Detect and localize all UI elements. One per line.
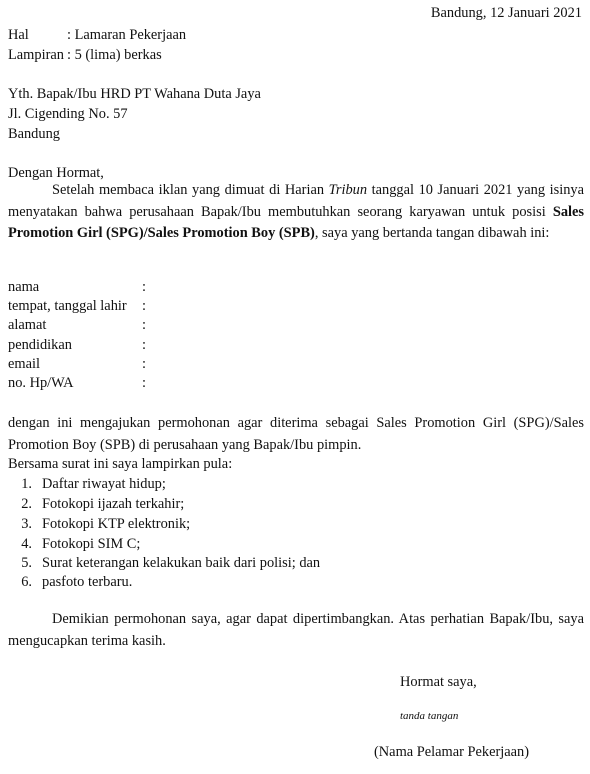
field-row <box>8 375 146 392</box>
signature-salutation: Hormat saya, <box>400 674 477 690</box>
field-colon: : <box>142 298 146 314</box>
recipient-name: Yth. Bapak/Ibu HRD PT Wahana Duta Jaya <box>8 86 261 102</box>
greeting: Dengan Hormat, <box>8 165 104 181</box>
field-label: tempat, tanggal lahir <box>8 298 127 314</box>
field-label: nama <box>8 279 40 295</box>
intro-position: Sales Promotion Girl (SPG)/Sales Promotion Boy (SPB) <box>8 203 584 241</box>
list-number: 4. <box>21 536 32 552</box>
list-number: 2. <box>21 496 32 512</box>
field-colon: : <box>142 279 146 295</box>
list-item <box>8 536 140 553</box>
signature-placeholder: tanda tangan <box>400 710 459 722</box>
list-item <box>8 574 132 591</box>
list-text: Fotokopi SIM C; <box>42 536 141 552</box>
field-colon: : <box>142 375 146 391</box>
list-text: pasfoto terbaru. <box>42 574 133 590</box>
list-number: 3. <box>21 516 32 532</box>
recipient-city: Bandung <box>8 126 60 142</box>
intro-media: Tribun <box>328 182 368 198</box>
field-colon: : <box>142 356 146 372</box>
closing-paragraph <box>8 609 584 652</box>
field-label: no. Hp/WA <box>8 375 74 391</box>
list-item <box>8 496 184 513</box>
list-text: Fotokopi KTP elektronik; <box>42 516 191 532</box>
field-colon: : <box>142 337 146 353</box>
list-text: Surat keterangan kelakukan baik dari polisi; dan <box>42 555 321 571</box>
field-label: email <box>8 356 40 372</box>
recipient-address: Jl. Cigending No. 57 <box>8 106 128 122</box>
intro-text-a: Setelah membaca iklan yang dimuat di Harian <box>52 182 329 198</box>
intro-text-c: , saya yang bertanda tangan dibawah ini: <box>314 225 550 241</box>
field-row <box>8 356 146 373</box>
subject-value: : Lamaran Pekerjaan <box>67 27 187 43</box>
attachment-label: Lampiran <box>8 47 64 63</box>
subject-line <box>8 27 186 44</box>
intro-paragraph <box>8 180 584 245</box>
list-item <box>8 555 320 572</box>
closing-text: Demikian permohonan saya, agar dapat dipertimbangkan. Atas perhatian Bapak/Ibu, saya mengucapkan terima kasih. <box>8 611 584 649</box>
list-number: 5. <box>21 555 32 571</box>
list-number: 1. <box>21 476 32 492</box>
field-label: pendidikan <box>8 337 72 353</box>
list-text: Fotokopi ijazah terkahir; <box>42 496 185 512</box>
field-label: alamat <box>8 317 47 333</box>
field-colon: : <box>142 317 146 333</box>
attachment-line <box>8 47 162 64</box>
request-paragraph: dengan ini mengajukan permohonan agar diterima sebagai Sales Promotion Girl (SPG)/Sales Promotion Boy (SPB) di perusahaan yang Bapak/Ibu pimpin. <box>8 415 584 453</box>
attachment-intro: Bersama surat ini saya lampirkan pula: <box>8 456 233 472</box>
field-row <box>8 317 146 334</box>
list-text: Daftar riwayat hidup; <box>42 476 166 492</box>
list-item <box>8 516 190 533</box>
list-number: 6. <box>21 574 32 590</box>
letter-date: Bandung, 12 Januari 2021 <box>430 5 582 21</box>
field-row <box>8 298 146 315</box>
field-row <box>8 337 146 354</box>
subject-label: Hal <box>8 27 29 43</box>
intro-text-b: tanggal 10 Januari 2021 yang isinya menyatakan bahwa perusahaan Bapak/Ibu membutuhkan seorang karyawan untuk posisi <box>8 182 584 220</box>
field-row <box>8 279 146 296</box>
signer-name-placeholder: (Nama Pelamar Pekerjaan) <box>374 744 530 760</box>
list-item <box>8 476 166 493</box>
attachment-value: : 5 (lima) berkas <box>67 47 162 63</box>
